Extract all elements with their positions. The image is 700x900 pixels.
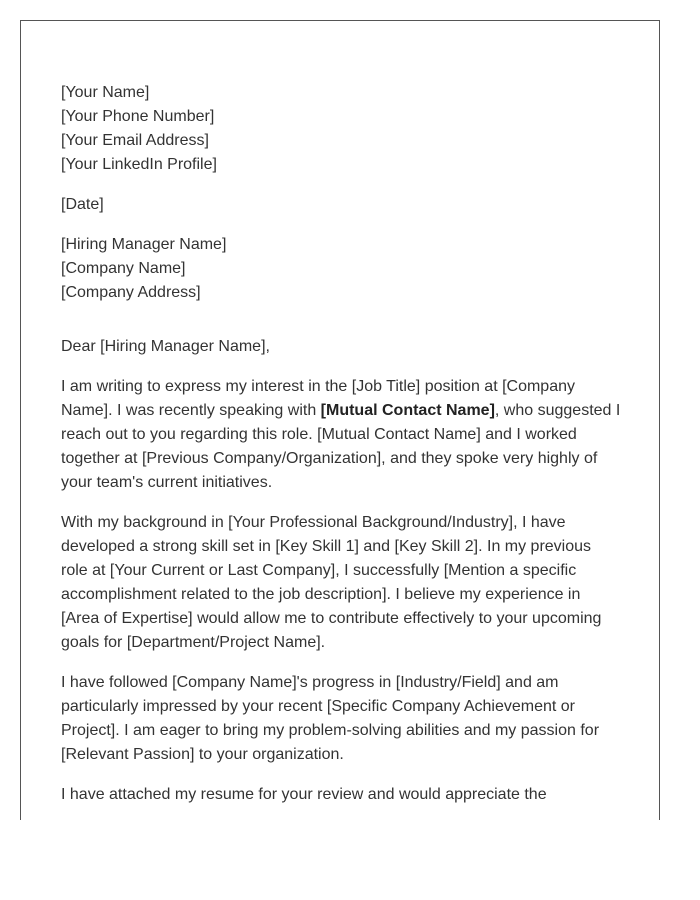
recipient-name: [Hiring Manager Name] [61, 236, 227, 253]
sender-name: [Your Name] [61, 84, 150, 101]
sender-block [61, 81, 626, 177]
paragraph-line: I am writing to express my interest in the [Job Title] position at [Company [61, 378, 575, 395]
paragraph-line: I have followed [Company Name]'s progress in [Industry/Field] and am [61, 674, 559, 691]
paragraph-intro [61, 375, 626, 495]
paragraph-line: With my background in [Your Professional Background/Industry], I have [61, 514, 566, 531]
paragraph-line: your team's current initiatives. [61, 474, 273, 491]
paragraph-background [61, 511, 626, 655]
paragraph-closing [61, 783, 626, 807]
sender-linkedin: [Your LinkedIn Profile] [61, 156, 217, 173]
letter-content [61, 81, 626, 820]
paragraph-line: I have attached my resume for your review and would appreciate the [61, 786, 547, 803]
text-run: , who suggested I [494, 402, 621, 419]
recipient-block [61, 233, 626, 305]
paragraph-line: particularly impressed by your recent [Specific Company Achievement or [61, 698, 575, 715]
paragraph-line: accomplishment related to the job description]. I believe my experience in [61, 586, 581, 603]
letter-page [20, 20, 660, 820]
recipient-company: [Company Name] [61, 260, 186, 277]
paragraph-line: together at [Previous Company/Organization], and they spoke very highly of [61, 450, 598, 467]
paragraph-line: role at [Your Current or Last Company], I successfully [Mention a specific [61, 562, 577, 579]
paragraph-company-interest [61, 671, 626, 767]
recipient-address: [Company Address] [61, 284, 201, 301]
salutation: Dear [Hiring Manager Name], [61, 338, 270, 355]
sender-phone: [Your Phone Number] [61, 108, 215, 125]
sender-email: [Your Email Address] [61, 132, 209, 149]
paragraph-line: developed a strong skill set in [Key Skill 1] and [Key Skill 2]. In my previous [61, 538, 592, 555]
text-run: Name]. I was recently speaking with [61, 402, 321, 419]
letter-date: [Date] [61, 196, 104, 213]
mutual-contact-bold: [Mutual Contact Name] [320, 402, 495, 419]
paragraph-line: [Relevant Passion] to your organization. [61, 746, 344, 763]
paragraph-line: Project]. I am eager to bring my problem-solving abilities and my passion for [61, 722, 600, 739]
paragraph-line: reach out to you regarding this role. [Mutual Contact Name] and I worked [61, 426, 577, 443]
paragraph-line: [Area of Expertise] would allow me to contribute effectively to your upcoming [61, 610, 602, 627]
paragraph-line: goals for [Department/Project Name]. [61, 634, 326, 651]
paragraph-line [61, 399, 626, 423]
